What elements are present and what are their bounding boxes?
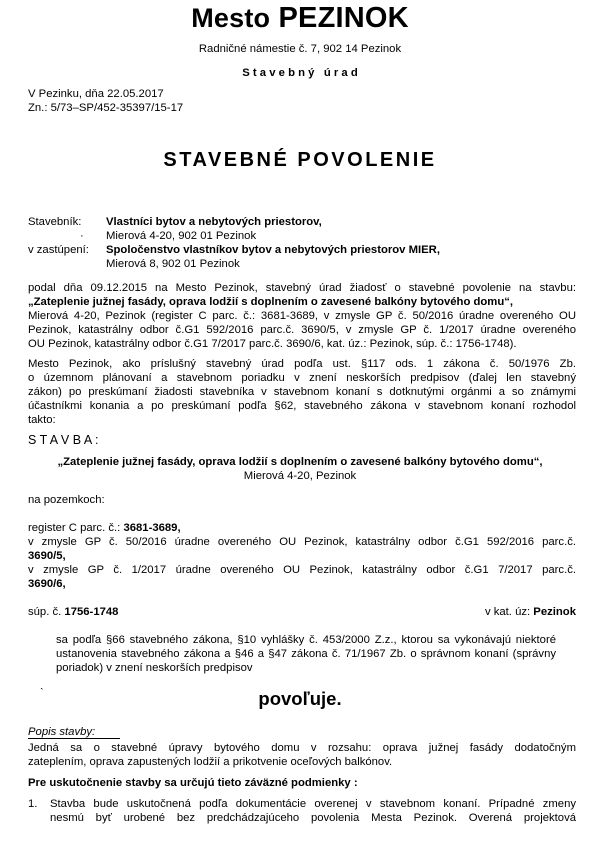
katastralne-uzemie — [420, 605, 576, 619]
town-title — [0, 2, 600, 35]
legal-line-2: ustanovenia stavebného zákona a §46 a §47 zákona č. 71/1967 Zb. o správnom konaní (správny — [56, 648, 556, 660]
gp1-parcel: 3690/5, — [28, 550, 66, 562]
stavba-project-name: „Zateplenie južnej fasády, oprava lodžií s doplnením o zavesené balkóny bytového domu“, — [57, 456, 543, 468]
register-prefix: register C parc. č.: — [28, 522, 124, 534]
stavba-address: Mierová 4-20, Pezinok — [243, 470, 357, 482]
supisne-cislo — [28, 605, 118, 619]
decision-word: povoľuje. — [258, 688, 342, 709]
representative-label: v zastúpení: — [28, 244, 89, 256]
file-number: Zn.: 5/73–SP/452-35397/15-17 — [28, 102, 184, 114]
register-value: 3681-3689, — [123, 522, 181, 534]
sup-prefix: súp. č. — [28, 606, 65, 618]
town-name: PEZINOK — [278, 2, 409, 34]
condition-1-line-1: Stavba bude uskutočnená podľa dokumentácie overenej v stavebnom konaní. Prípadné zmeny — [50, 798, 576, 810]
application-line-3: Mierová 4-20, Pezinok (register C parc. č.: 3681-3689, v zmysle GP č. 50/2016 úradne overeného OU — [28, 310, 576, 322]
builder-address: Mierová 4-20, 902 01 Pezinok — [106, 230, 257, 242]
popis-label: Popis stavby: — [28, 726, 96, 738]
kat-value: Pezinok — [533, 606, 576, 618]
condition-1-number: 1. — [28, 798, 38, 810]
decision-line-5: takto: — [28, 414, 56, 426]
popis-line-1: Jedná sa o stavebné úpravy bytového domu v rozsahu: oprava južnej fasády dodatočným — [28, 742, 576, 754]
place-date: V Pezinku, dňa 22.05.2017 — [28, 88, 164, 100]
stavba-label: S T A V B A : — [28, 433, 99, 447]
gp2-text: v zmysle GP č. 1/2017 úradne overeného OU Pezinok, katastrálny odbor č.G1 7/2017 parc.č. — [28, 564, 576, 576]
office-name: S t a v e b n ý ú r a d — [242, 67, 358, 79]
legal-line-1: sa podľa §66 stavebného zákona, §10 vyhlášky č. 453/2000 Z.z., ktorou sa vykonávajú niektoré — [56, 634, 556, 646]
popis-line-2: zateplením, oprava zapustených lodžií a prikotvenie oceľových balkónov. — [28, 756, 393, 768]
representative-name: Spoločenstvo vlastníkov bytov a nebytových priestorov MIER, — [106, 244, 440, 256]
register-parcels — [28, 521, 181, 535]
parcels-intro: na pozemkoch: — [28, 494, 105, 506]
condition-1-line-2: nesmú byť urobené bez predchádzajúceho povolenia Mesta Pezinok. Overená projektová — [50, 812, 576, 824]
builder-label: Stavebník: — [28, 216, 82, 228]
decision-line-2: o územnom plánovaní a stavebnom poriadku v znení neskorších predpisov (ďalej len stavebný — [28, 372, 576, 384]
document-title: STAVEBNÉ POVOLENIE — [163, 149, 437, 171]
decision-line-3: zákon) po preskúmaní žiadosti stavebníka v stavebnom konaní s dotknutými orgánmi a so známymi — [28, 386, 576, 398]
stray-mark: ˋ — [40, 687, 44, 699]
popis-underline — [28, 738, 120, 739]
conditions-heading: Pre uskutočnenie stavby sa určujú tieto záväzné podmienky : — [28, 777, 358, 789]
application-line-1: podal dňa 09.12.2015 na Mesto Pezinok, stavebný úrad žiadosť o stavebné povolenie na stavbu: — [28, 282, 576, 294]
town-prefix: Mesto — [191, 3, 271, 33]
gp1-text: v zmysle GP č. 50/2016 úradne overeného OU Pezinok, katastrálny odbor č.G1 592/2016 parc.č. — [28, 536, 576, 548]
legal-line-3: poriadok) v znení neskorších predpisov — [56, 662, 253, 674]
town-address: Radničné námestie č. 7, 902 14 Pezinok — [198, 43, 402, 55]
kat-prefix: v kat. úz: — [484, 606, 534, 618]
builder-dot: · — [80, 230, 84, 242]
sup-value: 1756-1748 — [64, 606, 119, 618]
application-line-4: Pezinok, katastrálny odbor č.G1 592/2016 parc.č. 3690/5, v zmysle GP č. 1/2017 úradne overeného — [28, 324, 576, 336]
application-project-name: „Zateplenie južnej fasády, oprava lodžií s doplnením o zavesené balkóny bytového domu“, — [28, 296, 514, 308]
representative-address: Mierová 8, 902 01 Pezinok — [106, 258, 240, 270]
gp2-parcel: 3690/6, — [28, 578, 66, 590]
application-line-5: OU Pezinok, katastrálny odbor č.G1 7/2017 parc.č. 3690/6, kat. úz.: Pezinok, súp. č.: 1756-1748). — [28, 338, 517, 350]
decision-line-1: Mesto Pezinok, ako príslušný stavebný úrad podľa ust. §117 ods. 1 zákona č. 50/1976 Zb. — [28, 358, 576, 370]
decision-line-4: účastníkmi konania a po preskúmaní podľa §62, stavebného zákona v stavebnom konaní rozhodol — [28, 400, 576, 412]
builder-name: Vlastníci bytov a nebytových priestorov, — [106, 216, 322, 228]
